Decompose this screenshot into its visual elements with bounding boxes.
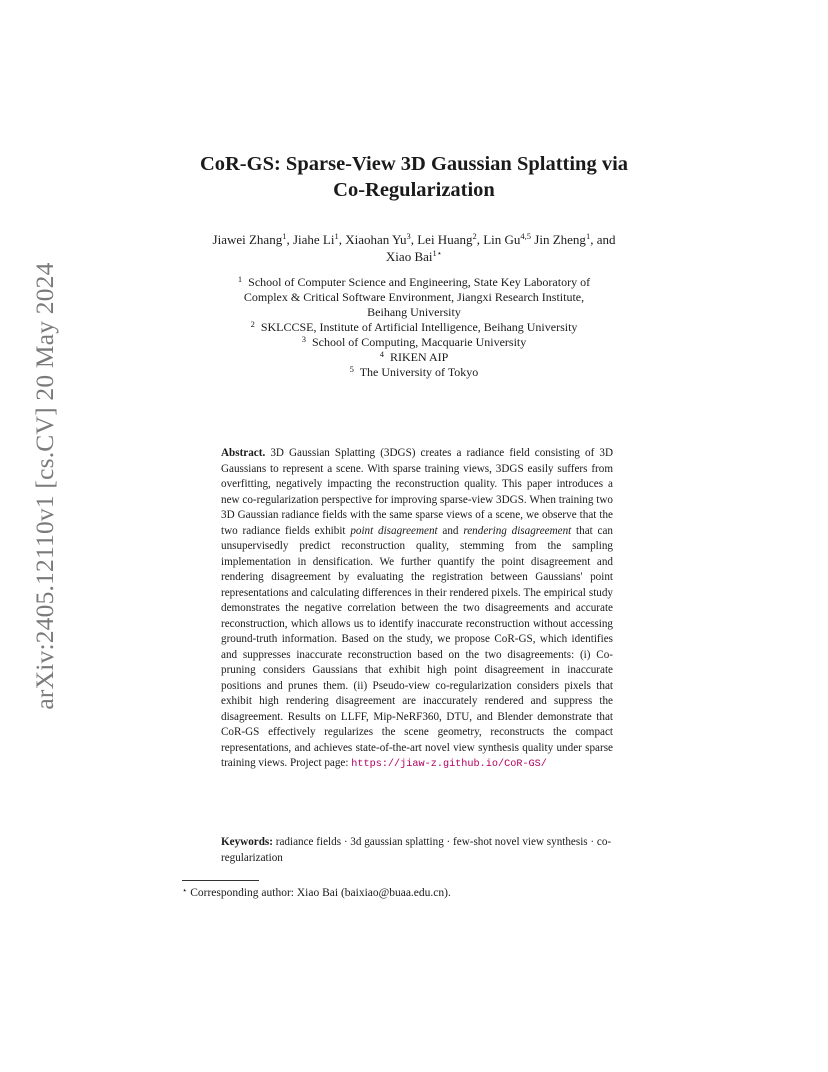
author-name: Lin Gu <box>483 232 521 247</box>
footnote-mark: ⋆ <box>182 885 188 895</box>
affiliation-number: 4 <box>379 349 384 359</box>
abstract-paragraph <box>221 446 613 773</box>
affiliation-item <box>150 365 678 380</box>
affiliation-number: 2 <box>250 319 255 329</box>
author-name: Xiaohan Yu <box>345 232 407 247</box>
affiliation-item <box>150 335 678 350</box>
author-affiliation-mark: 1⋆ <box>432 248 443 258</box>
abstract-text: and <box>437 524 464 537</box>
author-line-2 <box>150 248 678 265</box>
author-affiliation-mark: 1 <box>585 231 591 241</box>
author-line-1 <box>150 231 678 248</box>
footnote-text: Corresponding author: Xiao Bai (baixiao@buaa.edu.cn). <box>187 887 451 899</box>
author-separator: , <box>410 232 418 247</box>
project-page-link[interactable]: https://jiaw-z.github.io/CoR-GS/ <box>351 759 547 770</box>
footnote <box>182 886 451 901</box>
abstract-emphasis: rendering disagreement <box>463 524 572 537</box>
arxiv-identifier-stamp: arXiv:2405.12110v1 [cs.CV] 20 May 2024 <box>30 262 59 710</box>
affiliation-number: 3 <box>301 334 306 344</box>
affiliation-item <box>150 275 678 290</box>
author-affiliation-mark: 4,5 <box>520 231 532 241</box>
author-affiliation-mark: 3 <box>406 231 411 241</box>
author-affiliation-mark: 1 <box>282 231 287 241</box>
title-line-2: Co-Regularization <box>333 179 495 201</box>
author-list <box>150 231 678 265</box>
affiliation-list <box>150 275 678 380</box>
author-name: Lei Huang <box>417 232 473 247</box>
author-separator: , <box>286 232 293 247</box>
affiliation-number: 5 <box>349 364 354 374</box>
affiliation-text: School of Computer Science and Engineering, State Key Laboratory of <box>248 275 591 289</box>
author-name: Jiahe Li <box>292 232 335 247</box>
affiliation-item <box>150 350 678 365</box>
abstract-text: that can unsupervisedly predict reconstruction quality, stemming from the sampling implementation in densification. We further quantify the point disagreement and rendering disagreement by evaluating the registration between Gaussians' point representations and calculating differences in their rendered pixels. The empirical study demonstrates the negative correlation between the two disagreements and accurate reconstruction, which allows us to identify inaccurate reconstruction without accessing ground-truth information. Based on the study, we propose CoR-GS, which identifies and suppresses inaccurate reconstruction based on the two disagreements: (i) Co-pruning considers Gaussians that exhibit high point disagreement in inaccurate positions and prunes them. (ii) Pseudo-view co-regularization considers pixels that exhibit high rendering disagreement are inaccurately rendered and suppress the disagreement. Results on LLFF, Mip-NeRF360, DTU, and Blender demonstrate that CoR-GS effectively regularizes the scene geometry, reconstructs the compact representations, and achieves state-of-the-art novel view synthesis quality under sparse training views. Project page: <box>221 524 614 769</box>
affiliation-text: The University of Tokyo <box>359 365 479 379</box>
affiliation-text: RIKEN AIP <box>389 350 449 364</box>
keywords-heading: Keywords: <box>221 836 273 848</box>
author-name: Xiao Bai <box>385 249 433 264</box>
abstract-emphasis: point disagreement <box>350 524 438 537</box>
abstract-text: 3D Gaussian Splatting (3DGS) creates a radiance field consisting of 3D Gaussians to represent a scene. With sparse training views, 3DGS easily suffers from overfitting, negatively impacting the reconstruction quality. This paper introduces a new co-regularization perspective for improving sparse-view 3DGS. When training two 3D Gaussian radiance fields with the same sparse views of a scene, we observe that the two radiance fields exhibit <box>221 447 613 537</box>
paper-title <box>150 151 678 203</box>
affiliation-continuation: Complex & Critical Software Environment, Jiangxi Research Institute, <box>243 290 585 304</box>
affiliation-number: 1 <box>237 274 243 284</box>
author-name: Jiawei Zhang <box>212 232 283 247</box>
affiliation-item <box>150 320 678 335</box>
abstract-heading: Abstract. <box>221 447 266 459</box>
author-separator: , <box>338 232 346 247</box>
author-separator: , and <box>590 232 616 247</box>
footnote-divider <box>182 880 259 881</box>
affiliation-text: School of Computing, Macquarie University <box>311 335 527 349</box>
affiliation-continuation: Beihang University <box>367 305 461 319</box>
keywords-text: radiance fields · 3d gaussian splatting · few-shot novel view synthesis · co-regularization <box>221 836 612 864</box>
author-separator: , <box>476 232 484 247</box>
author-affiliation-mark: 1 <box>334 231 339 241</box>
title-line-1: CoR-GS: Sparse-View 3D Gaussian Splatting via <box>199 153 629 175</box>
author-affiliation-mark: 2 <box>472 231 477 241</box>
author-name: Jin Zheng <box>534 232 586 247</box>
affiliation-text: SKLCCSE, Institute of Artificial Intelligence, Beihang University <box>260 320 578 334</box>
keywords-paragraph <box>221 835 613 866</box>
